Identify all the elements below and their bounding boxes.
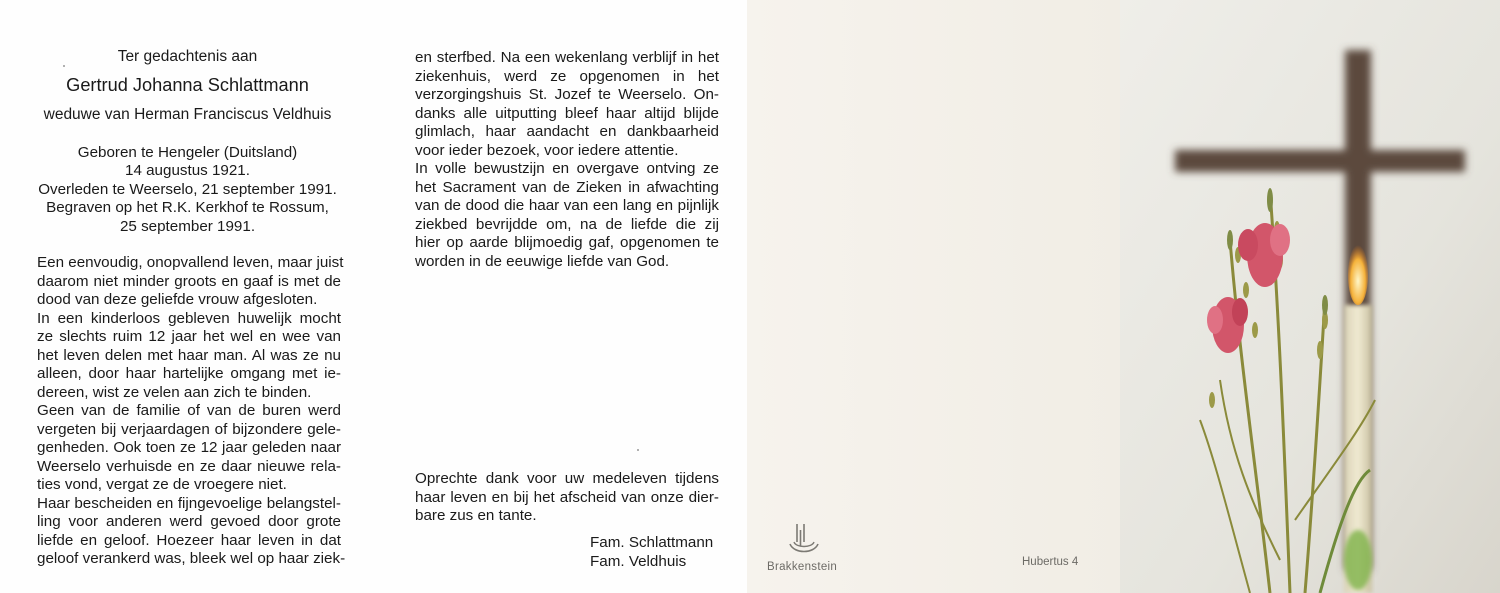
dot-mark: [63, 65, 65, 67]
text-line: glimlach, haar aandacht en dankbaarheid: [415, 123, 719, 140]
birth-date: 14 augustus 1921.: [125, 162, 250, 180]
back-cover: [747, 0, 1120, 593]
text-line: danks alle uitputting bleef haar altijd blijde: [415, 104, 719, 122]
wall-background: [1120, 0, 1500, 593]
widow-line: weduwe van Herman Franciscus Veldhuis: [43, 106, 332, 123]
text-line: het Sacrament van de Zieken in afwachting: [415, 178, 719, 196]
text-line: hier op aarde blijmoedig gaf, opgenomen te: [415, 234, 719, 251]
text-line: alleen, door haar hartelijke omgang met ie-: [37, 365, 341, 382]
thanks-text: [415, 470, 719, 526]
text-line: en sterfbed. Na een wekenlang verblijf in het: [415, 49, 719, 66]
burial-place: Begraven op het R.K. Kerkhof te Rossum,: [46, 199, 329, 217]
text-line: In volle bewustzijn en overgave ontving ze: [415, 160, 719, 177]
birth-place: Geboren te Hengeler (Duitsland): [77, 144, 298, 161]
text-line: Weerselo verhuisde en ze daar nieuwe rela-: [37, 457, 341, 475]
text-line: worden in de eeuwige liefde van God.: [415, 252, 670, 270]
text-line: dereen, wist ze velen aan zich te binden.: [37, 383, 312, 401]
dot-mark: [637, 449, 639, 451]
text-line: geloof verankerd was, bleek wel op haar ziek-: [37, 550, 346, 567]
life-dates: [0, 144, 375, 236]
series-label: Hubertus 4: [1022, 556, 1079, 568]
text-line: dood van deze geliefde vrouw afgesloten.: [37, 291, 318, 308]
text-line: Haar bescheiden en fijngevoelige belangstel-: [37, 494, 341, 512]
text-line: Oprechte dank voor uw medeleven tijdens: [415, 470, 719, 487]
text-line: In een kinderloos gebleven huwelijk mocht: [37, 309, 341, 327]
text-line: ziekbed bevrijdde om, na de liefde die zij: [415, 215, 719, 233]
text-line: liefde en geloof. Hoezeer haar leven in dat: [37, 531, 341, 549]
dedication-intro: Ter gedachtenis aan: [117, 48, 258, 65]
burial-date: 25 september 1991.: [119, 217, 256, 235]
text-line: voor ieder bezoek, voor iedere attentie.: [415, 141, 679, 159]
text-line: vergeten bij verjaardagen of bijzondere gele-: [37, 420, 341, 438]
text-line: ties vond, vergat ze de vroegere niet.: [37, 476, 287, 493]
text-line: het leven delen met haar man. Al was ze nu: [37, 346, 341, 364]
signatures: [590, 533, 713, 571]
text-line: haar leven en bij het afscheid van onze dier-: [415, 488, 719, 506]
text-line: Geen van de familie of van de buren werd: [37, 402, 341, 419]
left-page: [0, 0, 375, 593]
publisher-name: Brakkenstein: [767, 561, 838, 573]
signature-schlattmann: Fam. Schlattmann: [590, 534, 714, 551]
text-line: ze slechts ruim 12 jaar het wel en wee van: [37, 328, 341, 345]
deceased-name: Gertrud Johanna Schlattmann: [66, 75, 309, 95]
text-line: daarom niet minder groots en gaaf is met de: [37, 272, 341, 290]
text-line: genheden. Ook toen ze 12 jaar geleden naar: [37, 439, 341, 456]
text-line: Een eenvoudig, onopvallend leven, maar juist: [37, 254, 344, 271]
text-line: ziekenhuis, werd ze opgenomen in het: [415, 67, 719, 85]
signature-veldhuis: Fam. Veldhuis: [590, 553, 687, 570]
publisher-logo-icon: [786, 520, 822, 556]
text-line: ling voor anderen werd gevoed door grote: [37, 513, 341, 530]
text-line: van de dood die haar van een lang en pijnlijk: [415, 197, 719, 214]
text-line: bare zus en tante.: [415, 507, 537, 524]
biography-text: [37, 254, 346, 569]
cross-flower-photo: [1120, 0, 1500, 593]
death-line: Overleden te Weerselo, 21 september 1991.: [38, 180, 337, 198]
back-page: [747, 0, 1500, 593]
text-line: verzorgingshuis St. Jozef te Weerselo. On-: [415, 86, 719, 103]
middle-page: [375, 0, 747, 593]
continuation-text: [415, 49, 719, 271]
